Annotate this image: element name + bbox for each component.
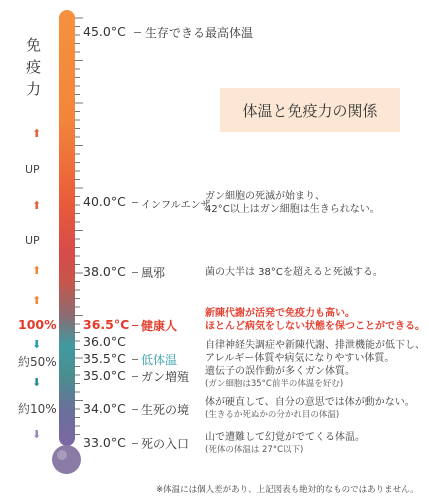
immunity-char-1: 免	[26, 36, 42, 54]
up-arrow-icon: ⬆	[32, 127, 42, 140]
temp-35: 35.0°C	[83, 368, 126, 383]
temp-33: 33.0°C	[83, 435, 126, 450]
percent-10: 約10%	[18, 402, 57, 416]
temp-35-5: 35.5°C	[83, 351, 126, 366]
up-arrow-icon: ⬆	[32, 294, 42, 307]
leader-line	[132, 325, 138, 326]
up-arrow-icon: ⬆	[32, 199, 42, 212]
label-35: ガン増殖	[141, 370, 190, 384]
leader-line	[132, 202, 138, 203]
desc-38: 菌の大半は 38°Cを超えると死滅する。	[205, 267, 383, 278]
desc-33: 山で遭難して幻覚がでてくる体温。	[205, 432, 365, 443]
down-arrow-icon: ⬇	[32, 376, 42, 389]
chart-title: 体温と免疫力の関係	[220, 88, 400, 132]
desc-35: 遺伝子の誤作動が多くガン体質。	[205, 366, 355, 377]
immunity-char-2: 疫	[26, 58, 42, 76]
temp-38: 38.0°C	[83, 264, 126, 279]
temp-34: 34.0°C	[83, 401, 126, 416]
down-arrow-icon: ⬇	[32, 428, 42, 441]
label-38: 風邪	[141, 266, 166, 280]
note-35: (ガン細胞は35°C前半の体温を好む)	[205, 379, 344, 389]
desc-36-5-line2: ほとんど病気をしない状態を保つことができる。	[205, 321, 425, 332]
leader-line	[132, 359, 138, 360]
note-33: (死体の体温は 27°C以下)	[205, 445, 304, 455]
up-label-1: UP	[25, 163, 40, 176]
desc-40-line1: ガン細胞の死滅が始まり、	[205, 191, 325, 202]
desc-34: 体が硬直して、自分の意思では体が動かない。	[205, 397, 415, 408]
immunity-char-3: 力	[26, 80, 42, 98]
note-34: (生きるか死ぬかの分かれ目の体温)	[205, 410, 340, 420]
temp-45: 45.0°C	[83, 24, 126, 39]
leader-line	[132, 376, 138, 377]
leader-line	[132, 272, 138, 273]
desc-36-5-line1: 新陳代謝が活発で免疫力も高い。	[205, 308, 355, 319]
desc-35-5-line2: アレルギー体質や病気になりやすい体質。	[205, 353, 395, 364]
label-45: 生存できる最高体温	[145, 26, 254, 40]
label-35-5: 低体温	[141, 353, 178, 367]
label-33: 死の入口	[141, 437, 190, 451]
down-arrow-icon: ⬇	[32, 338, 42, 351]
percent-50: 約50%	[18, 355, 57, 369]
label-40: インフルエンザ	[141, 200, 211, 211]
percent-100: 100%	[18, 317, 57, 332]
temp-36-5: 36.5°C	[83, 317, 130, 332]
footnote: ※体温には個人差があり、上記図表も絶対的なものではありません。	[156, 485, 419, 495]
desc-35-5-line1: 自律神経失調症や新陳代謝、排泄機能が低下し、	[205, 340, 425, 351]
leader-line	[132, 443, 138, 444]
leader-line	[134, 32, 141, 33]
leader-line	[132, 409, 138, 410]
desc-40-line2: 42°C以上はガン細胞は生きられない。	[205, 204, 380, 215]
up-label-2: UP	[25, 234, 40, 247]
up-arrow-icon: ⬆	[32, 264, 42, 277]
temp-36: 36.0°C	[83, 334, 126, 349]
label-36-5: 健康人	[141, 319, 178, 333]
label-34: 生死の境	[141, 403, 190, 417]
temp-40: 40.0°C	[83, 194, 126, 209]
